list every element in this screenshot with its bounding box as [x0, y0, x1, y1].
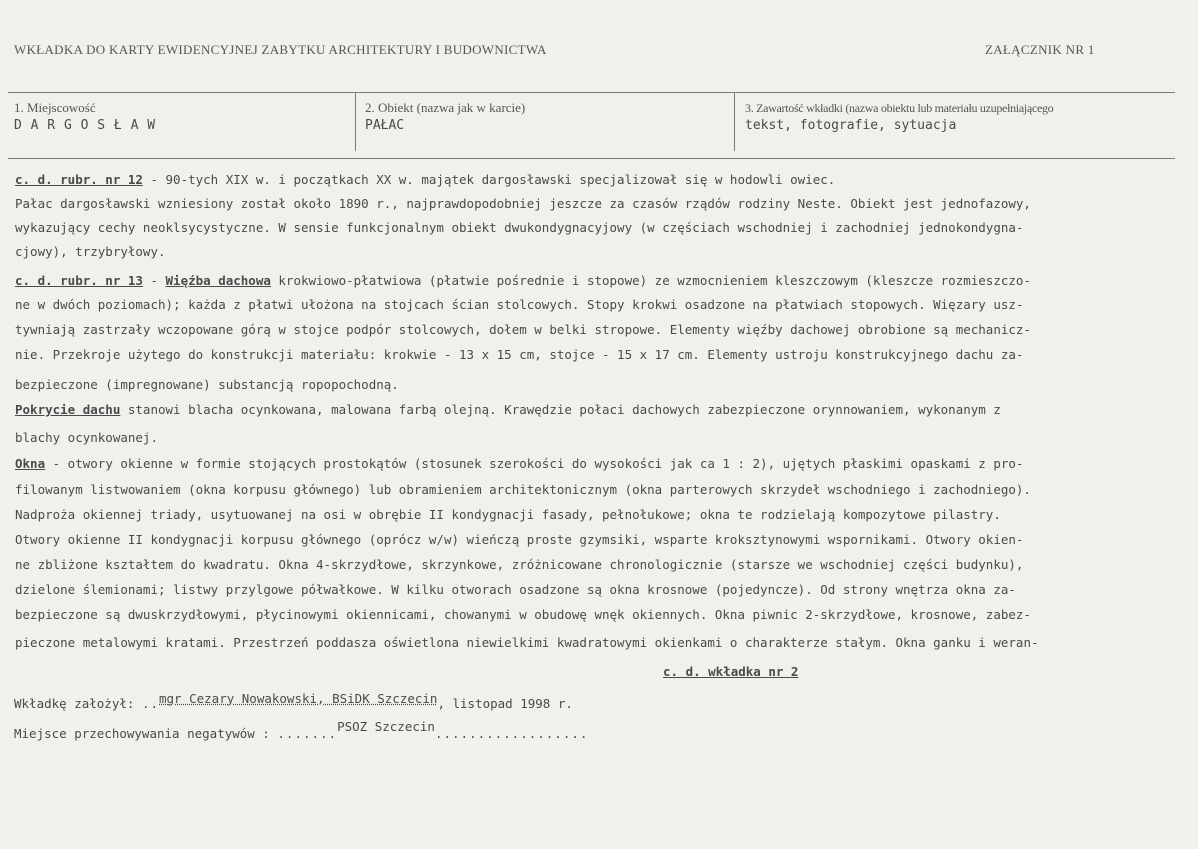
text-line: Otwory okienne II kondygnacji korpusu głównego (oprócz w/w) wieńczą proste gzymsiki, wsparte kroksztynowymi wspornikami. Otwory okien-: [15, 532, 1024, 547]
text-line: Okna - otwory okienne w formie stojących prostokątów (stosunek szerokości do wysokości jak ca 1 : 2), ujętych płaskimi opaskami z pro-: [15, 456, 1024, 471]
text-line: ne zbliżone kształtem do kwadratu. Okna 4-skrzydłowe, skrzynkowe, zróżnicowane chronologicznie (starsze we wschodniej części budynku),: [15, 557, 1024, 572]
storage-value: PSOZ Szczecin: [337, 719, 435, 734]
heading-roofing: Pokrycie dachu: [15, 402, 121, 417]
contents-value: tekst, fotografie, sytuacja: [745, 118, 957, 133]
text-line: Pokrycie dachu stanowi blacha ocynkowana, malowana farbą olejną. Krawędzie połaci dachowych zabezpieczone orynnowaniem, wykonanym z: [15, 402, 1001, 417]
locality-value: D A R G O S Ł A W: [14, 118, 156, 133]
section-ref-13: c. d. rubr. nr 13: [15, 273, 143, 288]
text-line: c. d. rubr. nr 13 - Więźba dachowa krokwiowo-płatwiowa (płatwie pośrednie i stopowe) ze wzmocnieniem kleszczowym (kleszcze rozmieszczo-: [15, 273, 1031, 288]
contents-cell: [745, 99, 1185, 135]
storage-label: Miejsce przechowywania negatywów :: [14, 726, 278, 741]
column-divider-1: [355, 93, 356, 151]
text-line: pieczone metalowymi kratami. Przestrzeń poddasza oświetlona niewielkimi kwadratowymi okienkami o charakterze stałym. Okna ganku i weran-: [15, 635, 1039, 650]
column-divider-2: [734, 93, 735, 151]
section-ref-12: c. d. rubr. nr 12: [15, 172, 143, 187]
text-line: Nadproża okiennej triady, usytuowanej na osi w obrębie II kondygnacji fasady, pełnołukowe; okna te rodzielają kompozytowe pilastry.: [15, 507, 1001, 522]
locality-label: 1. Miejscowość: [14, 100, 96, 115]
author-label: Wkładkę założył:: [14, 696, 142, 711]
author-value: mgr Cezary Nowakowski, BSiDK Szczecin: [159, 691, 438, 706]
heading-roof-truss: Więźba dachowa: [165, 273, 271, 288]
text-line: ne w dwóch poziomach); każda z płatwi ułożona na stojcach ścian stolcowych. Stopy krokwi osadzone na płatwiach stopowych. Więzary usz-: [15, 297, 1024, 312]
object-cell: [365, 99, 525, 135]
annex-number: ZAŁĄCZNIK NR 1: [985, 42, 1095, 57]
text-line: bezpieczone (impregnowane) substancją ropopochodną.: [15, 377, 399, 392]
text-line: tywniają zastrzały wczopowane górą w stojce podpór stolcowych, dołem w belki stropowe. Elementy więźby dachowej obrobione są mechanicz-: [15, 322, 1031, 337]
table-top-rule: [8, 92, 1175, 93]
text-line: wykazujący cechy neoklsycystyczne. W sensie funkcjonalnym obiekt dwukondygnacyjowy (w częściach wschodniej i zachodniej jednokondygna-: [15, 220, 1024, 235]
text-line: cjowy), trzybryłowy.: [15, 244, 166, 259]
text-line: c. d. rubr. nr 12 - 90-tych XIX w. i początkach XX w. majątek dargosławski specjalizował się w hodowli owiec.: [15, 172, 836, 187]
heading-windows: Okna: [15, 456, 46, 471]
author-date: , listopad 1998 r.: [437, 696, 573, 711]
text-line: blachy ocynkowanej.: [15, 430, 158, 445]
document-title: WKŁADKA DO KARTY EWIDENCYJNEJ ZABYTKU ARCHITEKTURY I BUDOWNICTWA: [14, 42, 547, 57]
object-value: PAŁAC: [365, 118, 405, 133]
storage-line: Miejsce przechowywania negatywów : .......PSOZ Szczecin..................: [14, 719, 589, 741]
table-bottom-rule: [8, 158, 1175, 159]
object-label: 2. Obiekt (nazwa jak w karcie): [365, 100, 526, 115]
text-line: nie. Przekroje użytego do konstrukcji materiału: krokwie - 13 x 15 cm, stojce - 15 x 17 cm. Elementy ustroju konstrukcyjnego dachu za-: [15, 347, 1024, 362]
text-line: bezpieczone są dwuskrzydłowymi, płycinowymi okiennicami, chowanymi w obudowę wnęk okiennych. Okna piwnic 2-skrzydłowe, krosnowe, zabez-: [15, 607, 1031, 622]
text-line: filowanym listwowaniem (okna korpusu głównego) lub obramieniem architektonicznym (okna parterowych skrzydeł wschodniego i zachodniego).: [15, 482, 1031, 497]
text-line: Pałac dargosławski wzniesiony został około 1890 r., najprawdopodobniej jeszcze za czasów rządów rodziny Neste. Obiekt jest jednofazowy,: [15, 196, 1031, 211]
locality-cell: [14, 99, 156, 135]
text-line: dzielone ślemionami; listwy przylgowe półwałkowe. W kilku otworach osadzone są okna krosnowe (pojedyncze). Od strony wnętrza okna za-: [15, 582, 1016, 597]
continuation-note: c. d. wkładka nr 2: [663, 664, 799, 679]
contents-label: 3. Zawartość wkładki (nazwa obiektu lub materiału uzupełniającego: [745, 101, 1054, 115]
author-line: Wkładkę założył: ..mgr Cezary Nowakowski, BSiDK Szczecin, listopad 1998 r.: [14, 691, 573, 711]
